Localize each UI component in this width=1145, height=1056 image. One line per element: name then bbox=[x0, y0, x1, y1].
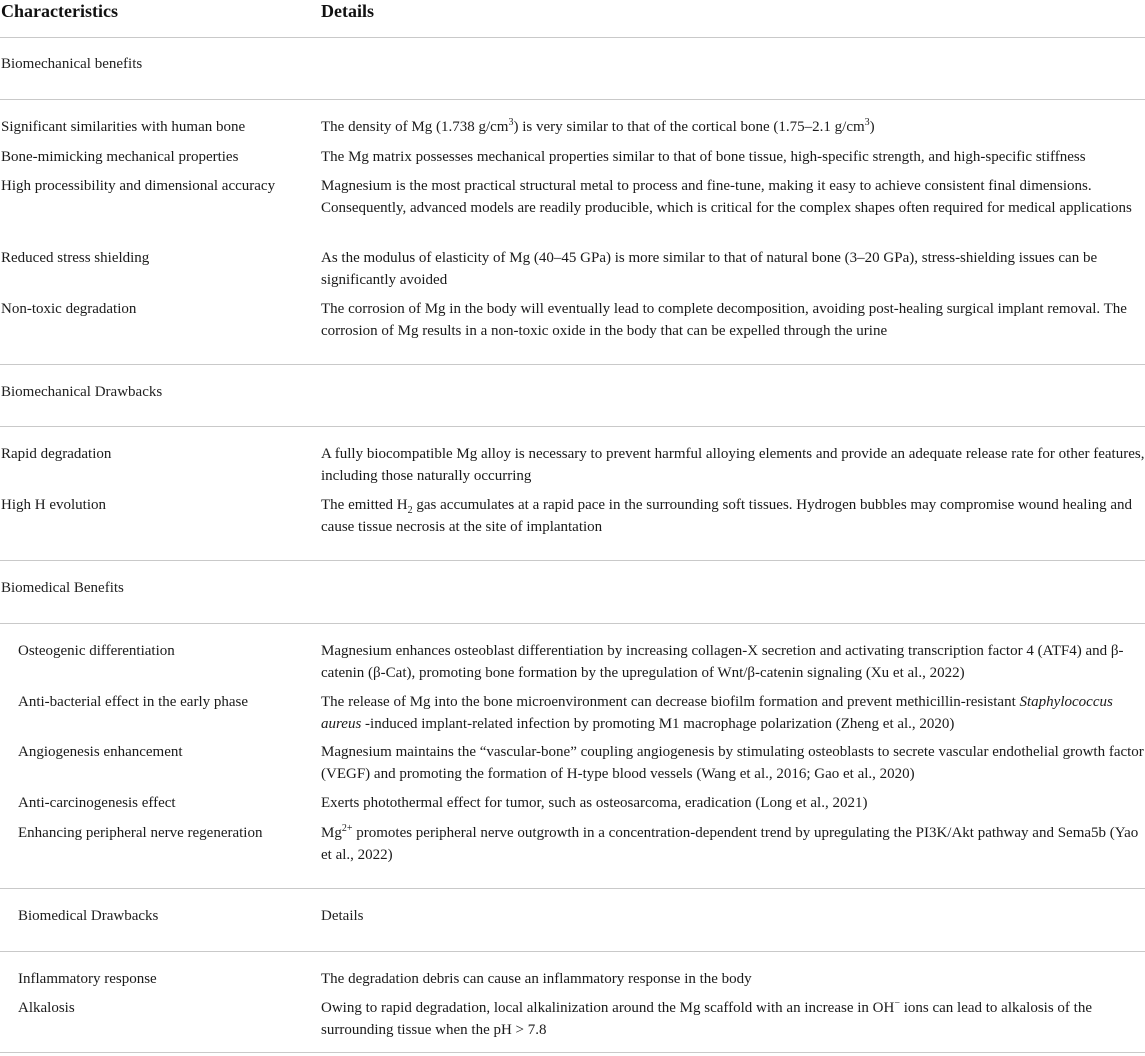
row-detail: Owing to rapid degradation, local alkalinization around the Mg scaffold with an increase in OH− ions can lead to alkalosis of the surrounding tissue when the pH > 7.8 bbox=[321, 998, 1092, 1038]
row-detail: Magnesium is the most practical structural metal to process and fine-tune, making it easy to achieve consistent final dimensions. Consequently, advanced models are readily producible, which is critical for the complex shapes often required for medical applications bbox=[321, 178, 1132, 216]
row-label: High processibility and dimensional accuracy bbox=[1, 178, 276, 194]
divider bbox=[0, 623, 1145, 624]
row-label: High H evolution bbox=[1, 497, 106, 513]
divider bbox=[0, 426, 1145, 427]
divider bbox=[0, 37, 1145, 38]
row-detail: $Mg^{2+}$ promotes peripheral nerve outgrowth in a concentration-dependent trend by upregulating the PI3K/Akt pathway and Sema5b (Yao et al., 2022) bbox=[321, 823, 1139, 863]
row-label: Osteogenic differentiation bbox=[18, 643, 175, 659]
row-detail: Magnesium enhances osteoblast differentiation by increasing collagen-X secretion and activating transcription factor 4 (ATF4) and β-catenin (β-Cat), promoting bone formation by the upregulation of Wnt/β-catenin signaling (Xu et al., 2022) bbox=[321, 643, 1124, 681]
row-label: Bone-mimicking mechanical properties bbox=[1, 149, 239, 165]
divider bbox=[0, 951, 1145, 952]
row-label: Anti-bacterial effect in the early phase bbox=[18, 694, 249, 710]
row-detail: Magnesium maintains the “vascular-bone” coupling angiogenesis by stimulating osteoblasts to secrete vascular endothelial growth factor (VEGF) and promoting the formation of H-type blood vessels (Wang et al., 2016; Gao et al., 2020) bbox=[321, 744, 1144, 782]
row-detail: The degradation debris can cause an inflammatory response in the body bbox=[321, 971, 752, 987]
section-details-label: Details bbox=[321, 908, 364, 924]
section-title: Biomechanical benefits bbox=[1, 56, 143, 72]
divider bbox=[0, 364, 1145, 365]
divider bbox=[0, 99, 1145, 100]
row-label: Enhancing peripheral nerve regeneration bbox=[18, 825, 263, 841]
row-label: Reduced stress shielding bbox=[1, 250, 150, 266]
row-detail: A fully biocompatible Mg alloy is necessary to prevent harmful alloying elements and provide an adequate release rate for other features, including those naturally occurring bbox=[321, 446, 1145, 484]
divider bbox=[0, 560, 1145, 561]
row-label: Non-toxic degradation bbox=[1, 301, 137, 317]
row-detail: The density of Mg (1.738 $g/cm^3$) is very similar to that of the cortical bone (1.75–2.1 $g/cm^3$) bbox=[321, 117, 875, 135]
row-label: Anti-carcinogenesis effect bbox=[18, 795, 176, 811]
header-details: Details bbox=[321, 1, 374, 21]
divider bbox=[0, 1052, 1145, 1053]
row-detail: The emitted $H_2$ gas accumulates at a rapid pace in the surrounding soft tissues. Hydrogen bubbles may compromise wound healing and cause tissue necrosis at the site of implantation bbox=[321, 497, 1133, 535]
row-detail: As the modulus of elasticity of Mg (40–45 GPa) is more similar to that of natural bone (3–20 GPa), stress-shielding issues can be significantly avoided bbox=[321, 250, 1098, 288]
row-label: Alkalosis bbox=[18, 1000, 75, 1016]
section-title: Biomedical Drawbacks bbox=[18, 908, 159, 924]
divider bbox=[0, 888, 1145, 889]
row-label: Angiogenesis enhancement bbox=[18, 744, 183, 760]
section-title: Biomedical Benefits bbox=[1, 580, 124, 596]
row-label: Inflammatory response bbox=[18, 971, 157, 987]
row-label: Rapid degradation bbox=[1, 446, 112, 462]
header-characteristics: Characteristics bbox=[1, 1, 118, 21]
row-detail: The Mg matrix possesses mechanical properties similar to that of bone tissue, high-specific strength, and high-specific stiffness bbox=[321, 149, 1086, 165]
row-detail: The release of Mg into the bone microenvironment can decrease biofilm formation and prevent methicillin-resistant Staphylococcus aureus -induced implant-related infection by promoting M1 macrophage polarization (Zheng et al., 2020) bbox=[321, 694, 1113, 732]
section-title: Biomechanical Drawbacks bbox=[1, 384, 163, 400]
row-detail: Exerts photothermal effect for tumor, such as osteosarcoma, eradication (Long et al., 2021) bbox=[321, 795, 868, 811]
row-label: Significant similarities with human bone bbox=[1, 119, 246, 135]
row-detail: The corrosion of Mg in the body will eventually lead to complete decomposition, avoiding post-healing surgical implant removal. The corrosion of Mg results in a non-toxic oxide in the body that can be expelled through the urine bbox=[321, 301, 1127, 339]
